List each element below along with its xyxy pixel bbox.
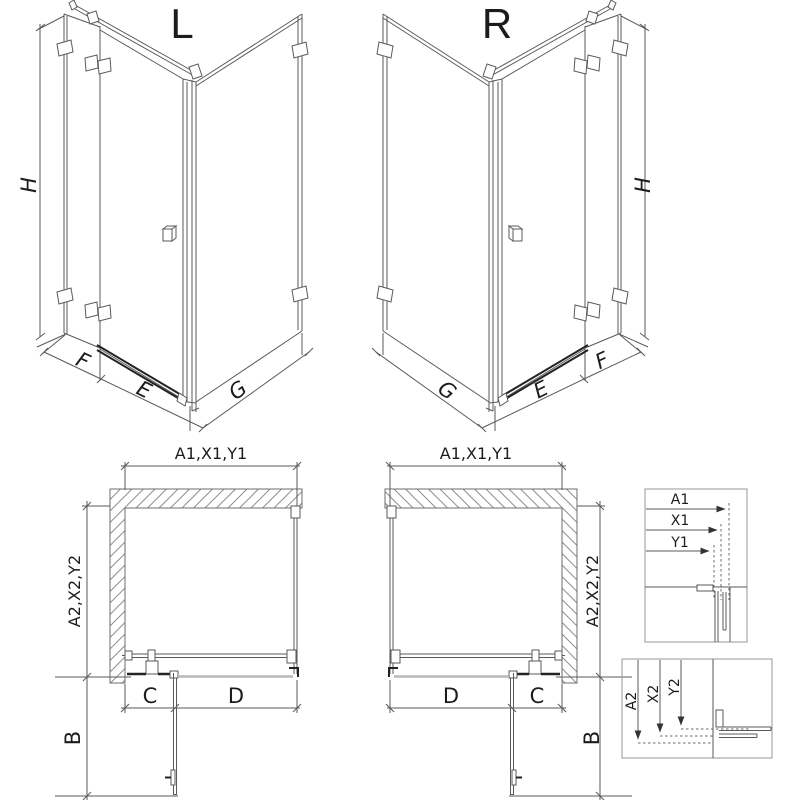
label-detail-X2: X2 [646,684,662,704]
label-plan-left-top-dim: A1,X1,Y1 [174,444,248,463]
label-dim-H-right: H [631,177,655,193]
label-version-right: R [481,0,513,47]
label-plan-right-B: B [580,730,604,746]
label-dim-H-left: H [17,177,41,193]
label-plan-left-D: D [227,684,245,708]
label-dim-E-right: E [529,376,553,404]
enclosure-plan-right-version [385,462,632,800]
label-plan-left-B: B [61,730,85,746]
label-plan-right-side-dim: A2,X2,Y2 [583,554,602,628]
label-dim-G-right: G [433,375,461,405]
label-detail-X1: X1 [670,513,690,529]
label-dim-E-left: E [132,376,156,404]
label-plan-right-D: D [442,684,460,708]
wall-profile-section [697,585,730,642]
detail-box-width [645,489,747,642]
label-detail-Y2: Y2 [667,678,683,696]
detail-box-depth [622,659,772,758]
label-version-left: L [170,0,194,47]
label-detail-Y1: Y1 [671,535,689,551]
wall-profile-section [716,710,771,738]
label-dim-F-right: F [591,347,613,375]
label-dim-F-left: F [72,347,94,375]
label-plan-left-C: C [142,684,158,708]
enclosure-plan-left-version [55,462,302,800]
label-plan-right-top-dim: A1,X1,Y1 [439,444,513,463]
label-plan-left-side-dim: A2,X2,Y2 [65,554,84,628]
label-detail-A2: A2 [624,691,640,711]
label-dim-G-left: G [224,375,252,405]
label-plan-right-C: C [529,684,545,708]
label-detail-A1: A1 [670,492,690,508]
